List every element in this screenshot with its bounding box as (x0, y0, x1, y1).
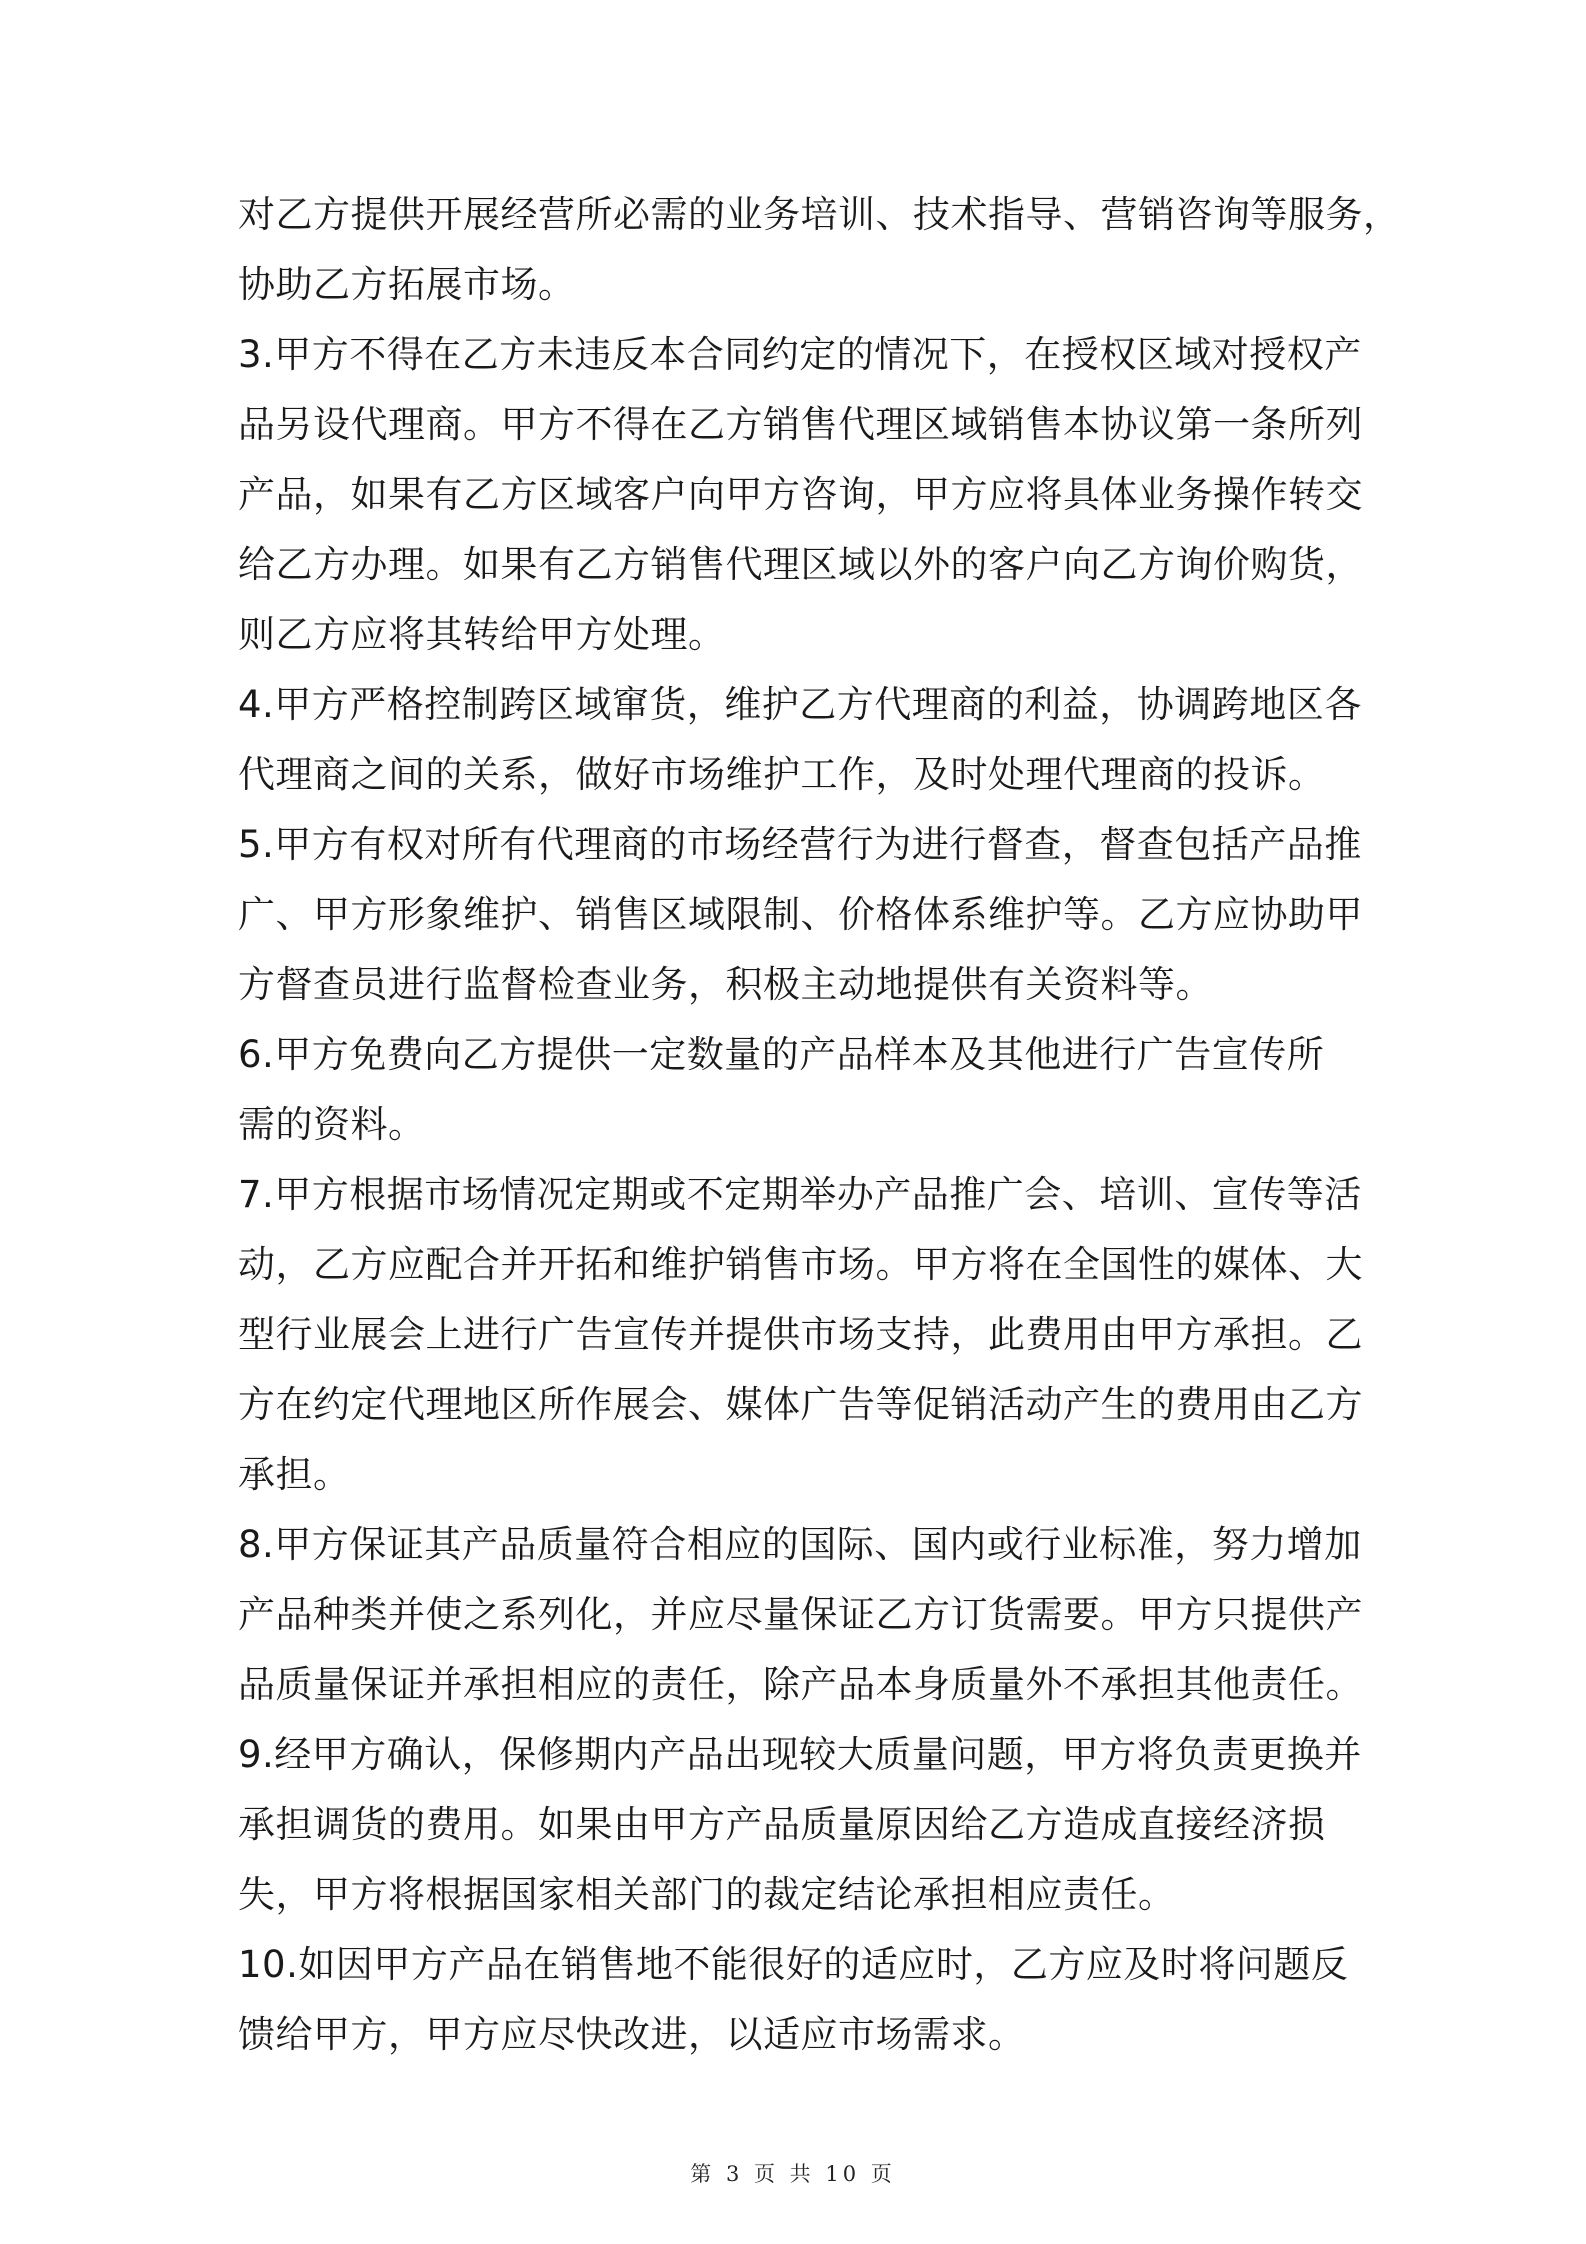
text-line: 5.甲方有权对所有代理商的市场经营行为进行督查，督查包括产品推 (238, 823, 1362, 866)
text-line: 方在约定代理地区所作展会、媒体广告等促销活动产生的费用由乙方 (238, 1383, 1363, 1426)
text-line: 需的资料。 (238, 1103, 426, 1146)
text-line: 品质量保证并承担相应的责任，除产品本身质量外不承担其他责任。 (238, 1663, 1363, 1706)
text-line: 3.甲方不得在乙方未违反本合同约定的情况下，在授权区域对授权产 (238, 333, 1362, 376)
text-line: 承担。 (238, 1453, 351, 1496)
text-line: 对乙方提供开展经营所必需的业务培训、技术指导、营销咨询等服务， (238, 193, 1401, 236)
text-line: 协助乙方拓展市场。 (238, 263, 576, 306)
text-line: 则乙方应将其转给甲方处理。 (238, 613, 726, 656)
text-line: 给乙方办理。如果有乙方销售代理区域以外的客户向乙方询价购货， (238, 543, 1363, 586)
contract-body (238, 180, 1401, 2070)
text-line: 型行业展会上进行广告宣传并提供市场支持，此费用由甲方承担。乙 (238, 1313, 1363, 1356)
text-line: 方督查员进行监督检查业务，积极主动地提供有关资料等。 (238, 963, 1213, 1006)
text-line: 9.经甲方确认，保修期内产品出现较大质量问题，甲方将负责更换并 (238, 1733, 1362, 1776)
text-line: 产品种类并使之系列化，并应尽量保证乙方订货需要。甲方只提供产 (238, 1593, 1363, 1636)
text-line: 4.甲方严格控制跨区域窜货，维护乙方代理商的利益，协调跨地区各 (238, 683, 1362, 726)
text-line: 品另设代理商。甲方不得在乙方销售代理区域销售本协议第一条所列 (238, 403, 1363, 446)
page-number: 第 3 页 共 10 页 (690, 2162, 896, 2186)
text-line: 广、甲方形象维护、销售区域限制、价格体系维护等。乙方应协助甲 (238, 893, 1363, 936)
text-line: 失，甲方将根据国家相关部门的裁定结论承担相应责任。 (238, 1873, 1176, 1916)
text-line: 动，乙方应配合并开拓和维护销售市场。甲方将在全国性的媒体、大 (238, 1243, 1363, 1286)
text-line: 7.甲方根据市场情况定期或不定期举办产品推广会、培训、宣传等活 (238, 1173, 1362, 1216)
text-line: 产品，如果有乙方区域客户向甲方咨询，甲方应将具体业务操作转交 (238, 473, 1363, 516)
text-line: 承担调货的费用。如果由甲方产品质量原因给乙方造成直接经济损 (238, 1803, 1326, 1846)
text-line: 8.甲方保证其产品质量符合相应的国际、国内或行业标准，努力增加 (238, 1523, 1362, 1566)
text-line: 代理商之间的关系，做好市场维护工作，及时处理代理商的投诉。 (238, 753, 1326, 796)
text-line: 10.如因甲方产品在销售地不能很好的适应时，乙方应及时将问题反 (238, 1943, 1349, 1986)
text-line: 馈给甲方，甲方应尽快改进，以适应市场需求。 (238, 2013, 1026, 2056)
text-line: 6.甲方免费向乙方提供一定数量的产品样本及其他进行广告宣传所 (238, 1033, 1325, 1076)
